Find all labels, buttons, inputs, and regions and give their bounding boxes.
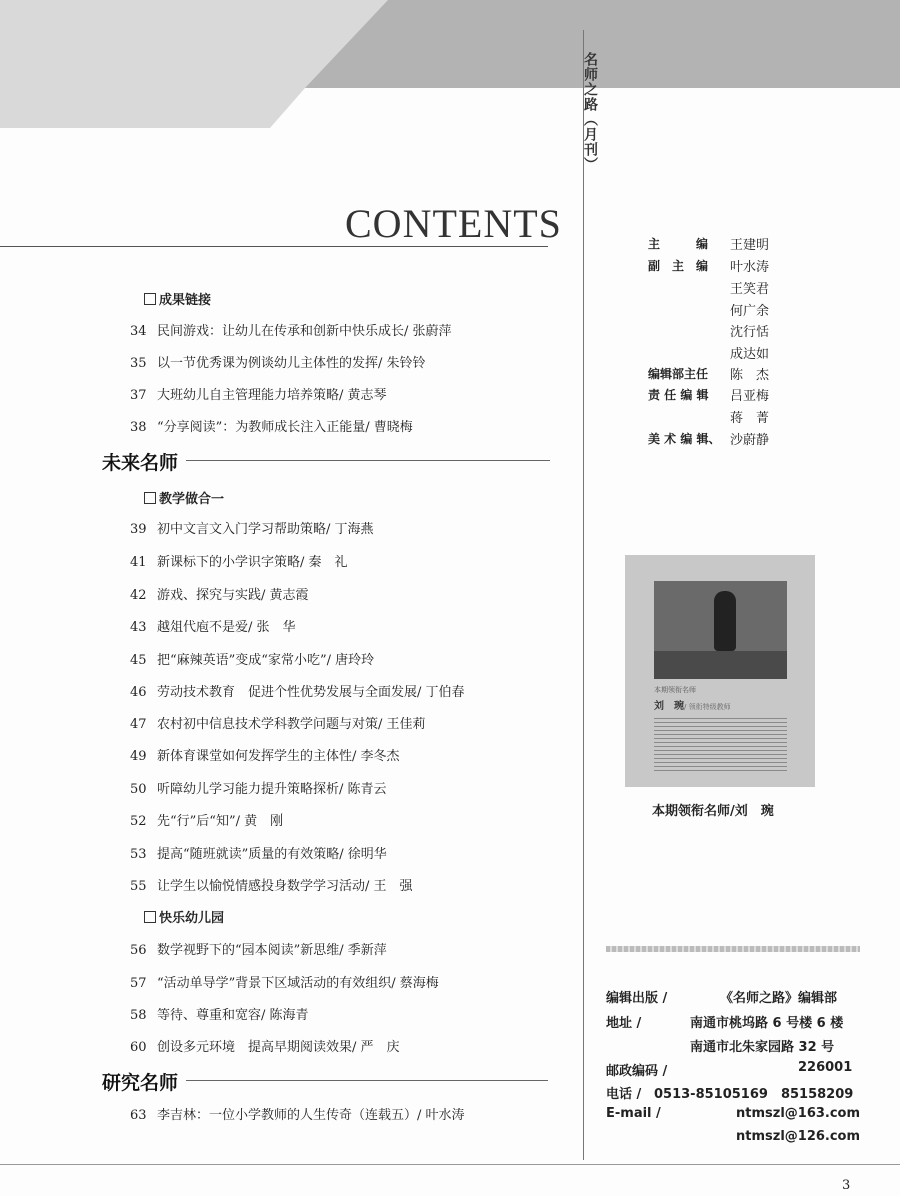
toc-entry[interactable]: 49 新体育课堂如何发挥学生的主体性/ 李冬杰 (130, 749, 400, 764)
toc-entry[interactable]: 55 让学生以愉悦情感投身数学学习活动/ 王 强 (130, 879, 413, 894)
editor-label: 编辑出版 / (606, 991, 668, 1006)
toc-entry[interactable]: 38 “分享阅读”：为教师成长注入正能量/ 曹晓梅 (130, 420, 413, 435)
staff-role: 责 任 编 辑 (648, 388, 709, 402)
toc-entry[interactable]: 39 初中文言文入门学习帮助策略/ 丁海燕 (130, 522, 374, 537)
postcode-value: 226001 (798, 1060, 853, 1075)
address-line-1: 南通市桃坞路 6 号楼 6 楼 (690, 1016, 844, 1031)
staff-name: 王笑君 (730, 282, 770, 297)
photo-small-caption: 本期领衔名师 (654, 686, 696, 694)
staff-name: 吕亚梅 (730, 389, 770, 404)
toc-entry[interactable]: 63 李吉林：一位小学教师的人生传奇（连载五）/ 叶水涛 (130, 1108, 465, 1123)
email-label: E-mail / (606, 1106, 661, 1121)
staff-role: 编辑部主任 (648, 367, 709, 381)
staff-name: 蒋 菁 (730, 411, 770, 426)
journal-vertical-title: 名师之路（月刊） (582, 52, 598, 172)
address-line-2: 南通市北朱家园路 32 号 (690, 1040, 835, 1055)
footer-rule (0, 1164, 900, 1165)
column-divider (583, 30, 584, 1160)
featured-teacher-photo (625, 555, 815, 787)
email-1[interactable]: ntmszl@163.com (736, 1106, 861, 1121)
featured-teacher-caption: 本期领衔名师/刘 琬 (652, 804, 774, 819)
staff-name: 沙蔚静 (730, 433, 770, 448)
page-number: 3 (842, 1178, 851, 1193)
contents-heading: CONTENTS (345, 201, 562, 246)
phone-value: 0513-85105169 85158209 (654, 1087, 854, 1102)
postcode-label: 邮政编码 / (606, 1064, 668, 1079)
contents-rule (0, 246, 548, 247)
toc-entry[interactable]: 46 劳动技术教育 促进个性优势发展与全面发展/ 丁伯春 (130, 685, 465, 700)
toc-entry[interactable]: 34 民间游戏：让幼儿在传承和创新中快乐成长/ 张蔚萍 (130, 324, 452, 339)
classroom-image (654, 581, 787, 679)
header-banner-cut-light (0, 88, 305, 128)
subsection-label: 快乐幼儿园 (144, 907, 224, 926)
staff-name: 叶水涛 (730, 260, 770, 275)
toc-entry[interactable]: 56 数学视野下的“园本阅读”新思维/ 季新萍 (130, 943, 387, 958)
toc-entry[interactable]: 45 把“麻辣英语”变成“家常小吃”/ 唐玲玲 (130, 653, 375, 668)
subsection-label: 教学做合一 (144, 488, 224, 507)
toc-entry[interactable]: 60 创设多元环境 提高早期阅读效果/ 严 庆 (130, 1040, 400, 1055)
staff-name: 沈行恬 (730, 325, 770, 340)
section-heading: 研究名师 (102, 1072, 179, 1094)
toc-entry[interactable]: 41 新课标下的小学识字策略/ 秦 礼 (130, 555, 348, 570)
email-2[interactable]: ntmszl@126.com (736, 1129, 861, 1144)
toc-entry[interactable]: 35 以一节优秀课为例谈幼儿主体性的发挥/ 朱铃铃 (130, 356, 426, 371)
toc-entry[interactable]: 58 等待、尊重和宽容/ 陈海青 (130, 1008, 309, 1023)
divider-bar (606, 946, 860, 952)
toc-entry[interactable]: 47 农村初中信息技术学科教学问题与对策/ 王佳莉 (130, 717, 426, 732)
toc-entry[interactable]: 42 游戏、探究与实践/ 黄志霞 (130, 588, 309, 603)
section-heading: 未来名师 (102, 452, 179, 474)
section-rule (186, 1080, 548, 1081)
toc-entry[interactable]: 50 听障幼儿学习能力提升策略探析/ 陈青云 (130, 782, 387, 797)
photo-teacher-name: 刘 琬/ 领衔特级教师 (654, 701, 731, 712)
staff-name: 成达如 (730, 347, 770, 362)
toc-entry[interactable]: 43 越俎代庖不是爱/ 张 华 (130, 620, 296, 635)
staff-role: 主 编 (648, 237, 709, 251)
address-label: 地址 / (606, 1016, 642, 1031)
phone-label: 电话 / (606, 1087, 642, 1102)
staff-role: 美 术 编 辑、 (648, 432, 721, 446)
toc-entry[interactable]: 53 提高“随班就读”质量的有效策略/ 徐明华 (130, 847, 387, 862)
staff-name: 陈 杰 (730, 368, 770, 383)
subsection-label: 成果链接 (144, 289, 211, 308)
staff-role: 副 主 编 (648, 259, 709, 273)
editor-value: 《名师之路》编辑部 (720, 991, 838, 1006)
photo-body-text (654, 715, 787, 773)
toc-entry[interactable]: 52 先“行”后“知”/ 黄 刚 (130, 814, 284, 829)
staff-name: 王建明 (730, 238, 770, 253)
section-rule (186, 460, 550, 461)
staff-name: 何广余 (730, 304, 770, 319)
toc-entry[interactable]: 57 “活动单导学”背景下区域活动的有效组织/ 蔡海梅 (130, 976, 439, 991)
toc-entry[interactable]: 37 大班幼儿自主管理能力培养策略/ 黄志琴 (130, 388, 387, 403)
